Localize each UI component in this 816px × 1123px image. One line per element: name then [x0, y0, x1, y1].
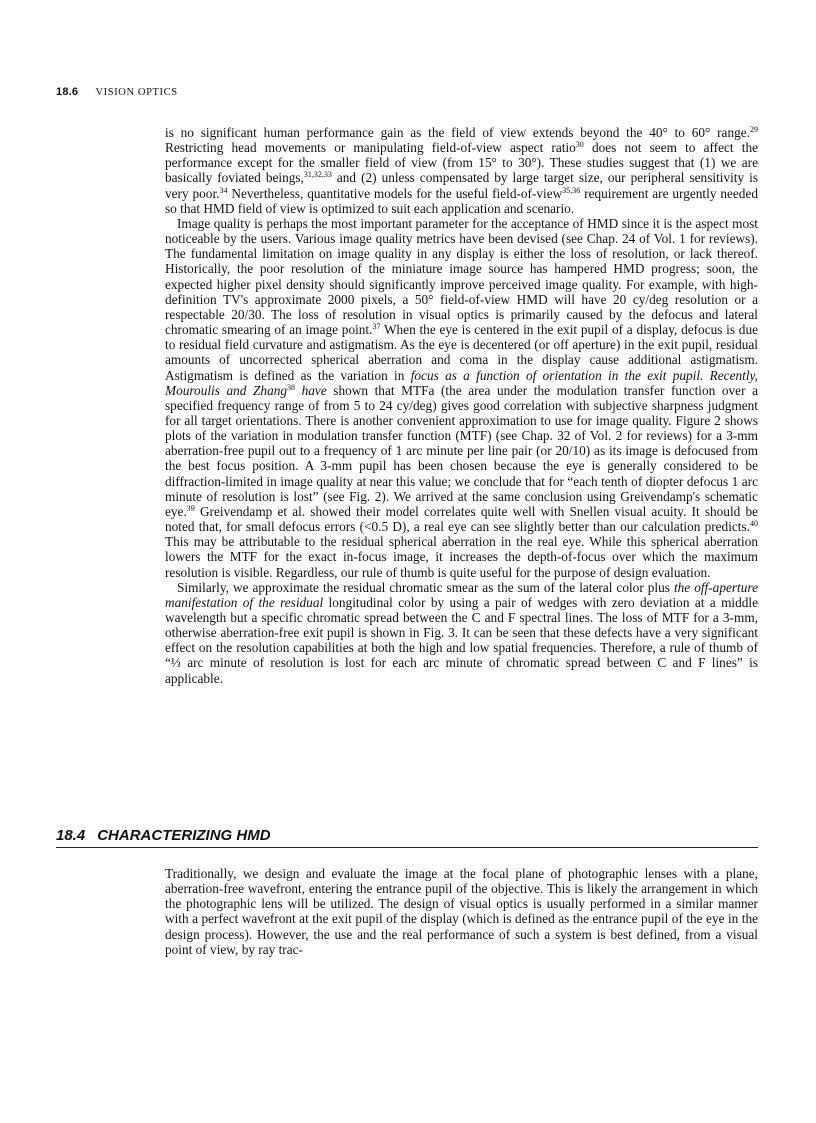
reference-marker: 35,36	[562, 185, 581, 195]
running-header	[56, 86, 178, 98]
reference-marker: 38	[287, 382, 296, 392]
reference-marker: 39	[186, 503, 195, 513]
reference-marker: 31,32,33	[303, 170, 332, 180]
body-text-block-section	[165, 866, 758, 957]
section-title: CHARACTERIZING HMD	[97, 827, 271, 844]
reference-marker: 40	[750, 519, 758, 529]
running-title: VISION OPTICS	[95, 87, 178, 98]
body-text-block	[165, 125, 758, 686]
paragraph-characterizing: Traditionally, we design and evaluate the image at the focal plane of photographic lenses with a plane, aberration-free wavefront, entering the entrance pupil of the objective. This is likely the arrangement in which the photographic lens will be utilized. The design of visual optics is usually performed in a similar manner with a perfect wavefront at the exit pupil of the display (which is defined as the entrance pupil of the eye in the design process). However, the use and the real performance of such a system is best defined, from a visual point of view, by ray trac-	[165, 866, 758, 957]
section-number: 18.4	[56, 827, 86, 844]
page-number: 18.6	[56, 86, 79, 98]
reference-marker: 30	[575, 140, 584, 150]
reference-marker: 37	[372, 322, 381, 332]
paragraph-field-of-view: is no significant human performance gain as the field of view extends beyond the 40° to 60° range.$^{29}$ Restricting head movements or manipulating field-of-view aspect ratio$^{30}$ does not seem to affect the performance except for the smaller field of view (from 15° to 30°). These studies suggest that (1) we are basically foviated beings,$^{31,32,33}$ and (2) unless compensated by large target size, our peripheral sensitivity is very poor.$^{34}$ Nevertheless, quantitative models for the useful field-of-view$^{35,36}$ requirement are urgently needed so that HMD field of view is optimized to suit each application and scenario.	[165, 125, 759, 216]
paragraph-chromatic-smear: Similarly, we approximate the residual chromatic smear as the sum of the lateral color plus the off-aperture manifestation of the residual longitudinal color by using a pair of wedges with zero deviation at a middle wavelength but a specific chromatic spread between the C and F spectral lines. The loss of MTF for a 3-mm, otherwise aberration-free exit pupil is shown in Fig. 3. It can be seen that these defects have a very significant effect on the resolution capabilities at both the high and low spatial frequencies. Therefore, a rule of thumb of “⅓ arc minute of resolution is lost for each arc minute of chromatic spread between C and F lines” is applicable.	[165, 579, 758, 686]
section-heading	[56, 827, 758, 848]
reference-marker: 34	[219, 185, 228, 195]
reference-marker: 29	[750, 125, 758, 134]
paragraph-image-quality: Image quality is perhaps the most important parameter for the acceptance of HMD since it is the aspect most noticeable by the users. Various image quality metrics have been devised (see Chap. 24 of Vol. 1 for reviews). The fundamental limitation on image quality in any display is either the loss of resolution, or lack thereof. Historically, the poor resolution of the miniature image source has hampered HMD progress; soon, the expected higher pixel density should significantly improve perceived image quality. For example, with high-definition TV's approximate 2000 pixels, a 50° field-of-view HMD will have 20 cy/deg resolution or a respectable 20/30. The loss of resolution in visual optics is primarily caused by the defocus and lateral chromatic smearing of an image point.$^{37}$ When the eye is centered in the exit pupil of a display, defocus is due to residual field curvature and astigmatism. As the eye is decentered (or off aperture) in the exit pupil, residual amounts of uncorrected spherical aberration and coma in the display cause additional astigmatism. Astigmatism is defined as the variation in focus as a function of orientation in the exit pupil. Recently, Mouroulis and Zhang$^{38}$ have shown that MTFa (the area under the modulation transfer function over a specified frequency range of from 5 to 24 cy/deg) gives good correlation with subjective sharpness judgment for all target orientations. There is another convenient approximation to use for image quality. Figure 2 shows plots of the variation in modulation transfer function (MTF) (see Chap. 32 of Vol. 2 for reviews) for a 3-mm aberration-free pupil out to a frequency of 1 arc minute per line pair (or 20/10) as its image is defocused from the best focus position. A 3-mm pupil has been chosen because the eye is generally considered to be diffraction-limited in image quality at near this value; we conclude that for “each tenth of diopter defocus 1 arc minute of resolution is lost” (see Fig. 2). We arrived at the same conclusion using Greivendamp's schematic eye.$^{39}$ Greivendamp et al. showed their model correlates quite well with Snellen visual acuity. It should be noted that, for small defocus errors (<0.5 D), a real eye can see slightly better than our calculation predicts.$^{40}$ This may be attributable to the residual spherical aberration in the real eye. While this spherical aberration lowers the MTF for the exact in-focus image, it increases the depth-of-focus over which the maximum resolution is visible. Regardless, our rule of thumb is quite useful for the purpose of design evaluation.	[165, 215, 759, 580]
